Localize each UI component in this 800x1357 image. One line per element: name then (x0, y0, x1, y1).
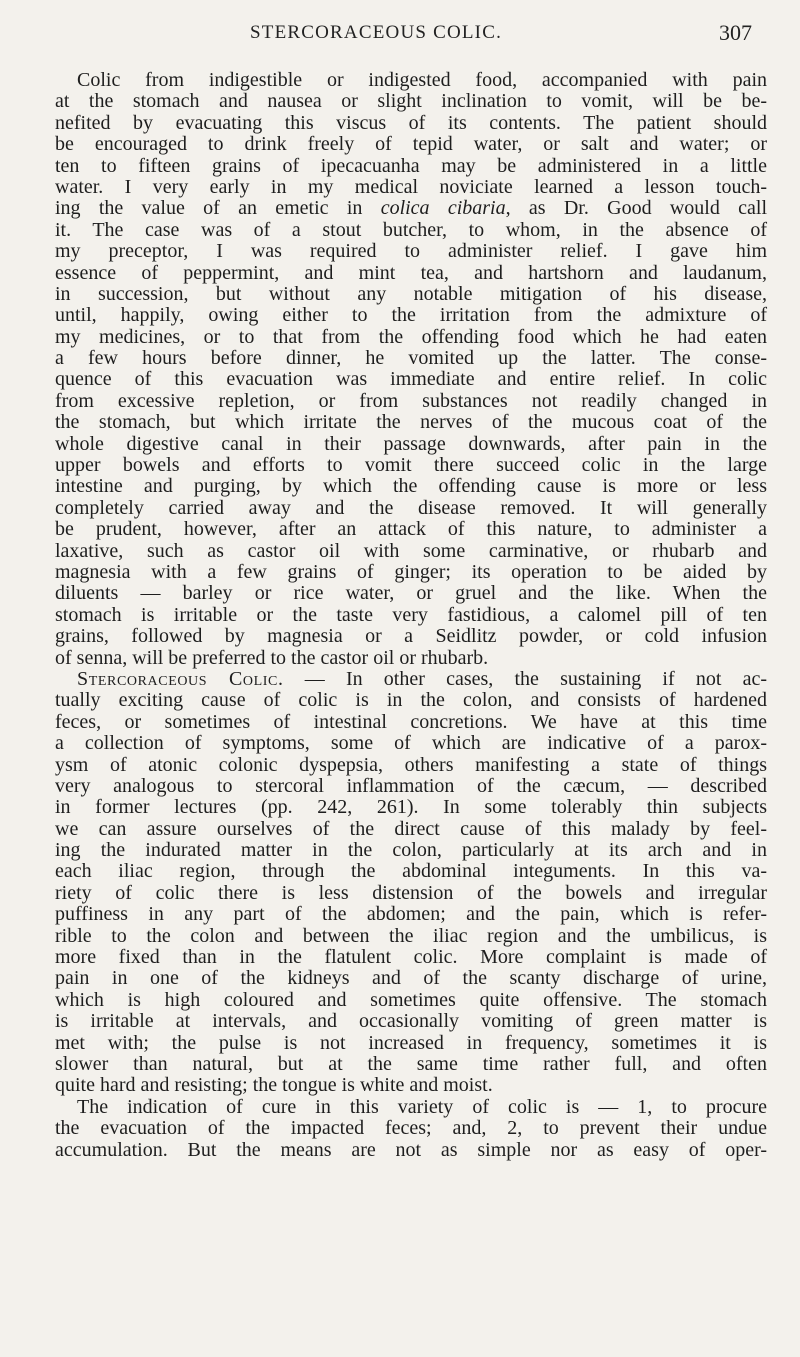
italic-term: colica cibaria (380, 197, 506, 220)
text-line: very analogous to stercoral inflammation of the cæcum, — described (55, 774, 767, 797)
text-line: feces, or sometimes of intestinal concretions. We have at this time (55, 710, 767, 733)
text-line-with-heading (55, 669, 767, 690)
section-heading: Stercoraceous Colic. (77, 667, 284, 690)
running-head (0, 16, 800, 56)
text-line: the stomach, but which irritate the nerves of the mucous coat of the (55, 411, 767, 434)
text-line: met with; the pulse is not increased in frequency, sometimes it is (55, 1031, 767, 1054)
text-line: slower than natural, but at the same time rather full, and often (55, 1052, 767, 1075)
text-line: be encouraged to drink freely of tepid water, or salt and water; or (55, 133, 767, 156)
line-part: , as Dr. Good would call (505, 197, 768, 220)
line-part: ing the value of an emetic in (55, 197, 381, 220)
text-line: ysm of atonic colonic dyspepsia, others manifesting a state of things (55, 753, 767, 776)
text-line: whole digestive canal in their passage downwards, after pain in the (55, 432, 767, 455)
text-line: a collection of symptoms, some of which are indicative of a parox- (55, 732, 767, 755)
text-line: essence of peppermint, and mint tea, and hartshorn and laudanum, (55, 261, 767, 284)
text-line: intestine and purging, by which the offending cause is more or less (55, 475, 767, 498)
page-number: 307 (719, 20, 752, 45)
text-line: in succession, but without any notable mitigation of his disease, (55, 282, 767, 305)
text-line: puffiness in any part of the abdomen; and the pain, which is refer- (55, 903, 767, 926)
text-line: a few hours before dinner, he vomited up the latter. The conse- (55, 347, 767, 370)
text-line: we can assure ourselves of the direct cause of this malady by feel- (55, 817, 767, 840)
running-head-title: STERCORACEOUS COLIC. (250, 22, 503, 43)
text-line: ten to fifteen grains of ipecacuanha may be administered in a little (55, 154, 767, 177)
text-line: stomach is irritable or the taste very fastidious, a calomel pill of ten (55, 603, 767, 626)
text-line: pain in one of the kidneys and of the scanty discharge of urine, (55, 967, 767, 990)
text-line: which is high coloured and sometimes quite offensive. The stomach (55, 988, 767, 1011)
text-line: diluents — barley or rice water, or gruel and the like. When the (55, 582, 767, 605)
text-line: grains, followed by magnesia or a Seidlitz powder, or cold infusion (55, 625, 767, 648)
text-line: quence of this evacuation was immediate and entire relief. In colic (55, 368, 767, 391)
text-line-with-italic (55, 198, 767, 219)
text-line: be prudent, however, after an attack of this nature, to administer a (55, 518, 767, 541)
text-line: my preceptor, I was required to administer relief. I gave him (55, 240, 767, 263)
paragraph-indigestion-colic (55, 70, 767, 669)
text-line: until, happily, owing either to the irritation from the admixture of (55, 304, 767, 327)
text-line: the evacuation of the impacted feces; and, 2, to prevent their undue (55, 1117, 767, 1140)
text-line: from excessive repletion, or from substances not readily changed in (55, 389, 767, 412)
text-line: magnesia with a few grains of ginger; its operation to be aided by (55, 560, 767, 583)
text-line: accumulation. But the means are not as simple nor as easy of oper- (55, 1138, 767, 1161)
text-line: riety of colic there is less distension of the bowels and irregular (55, 881, 767, 904)
text-line: rible to the colon and between the iliac region and the umbilicus, is (55, 924, 767, 947)
text-line: at the stomach and nausea or slight inclination to vomit, will be be- (55, 90, 767, 113)
text-line: tually exciting cause of colic is in the colon, and consists of hardened (55, 689, 767, 712)
text-line: nefited by evacuating this viscus of its contents. The patient should (55, 111, 767, 134)
text-line: in former lectures (pp. 242, 261). In some tolerably thin subjects (55, 796, 767, 819)
text-line: is irritable at intervals, and occasionally vomiting of green matter is (55, 1010, 767, 1033)
text-line: water. I very early in my medical noviciate learned a lesson touch- (55, 175, 767, 198)
text-line: each iliac region, through the abdominal integuments. In this va- (55, 860, 767, 883)
text-line: laxative, such as castor oil with some carminative, or rhubarb and (55, 539, 767, 562)
text-line: it. The case was of a stout butcher, to whom, in the absence of (55, 218, 767, 241)
paragraph-indication-of-cure (55, 1097, 767, 1161)
text-line: of senna, will be preferred to the castor oil or rhubarb. (55, 646, 489, 669)
text-line: The indication of cure in this variety of colic is — 1, to procure (77, 1095, 767, 1118)
text-line: completely carried away and the disease removed. It will generally (55, 496, 767, 519)
line-part: — In other cases, the sustaining if not ac- (283, 667, 768, 690)
text-line: more fixed than in the flatulent colic. More complaint is made of (55, 946, 767, 969)
text-line: upper bowels and efforts to vomit there succeed colic in the large (55, 454, 767, 477)
text-line: Colic from indigestible or indigested food, accompanied with pain (77, 69, 767, 91)
body-text (55, 70, 767, 1161)
text-line: ing the indurated matter in the colon, particularly at its arch and in (55, 839, 767, 862)
paragraph-stercoraceous-colic (55, 669, 767, 1097)
text-line: my medicines, or to that from the offending food which he had eaten (55, 325, 767, 348)
text-line: quite hard and resisting; the tongue is white and moist. (55, 1074, 493, 1097)
